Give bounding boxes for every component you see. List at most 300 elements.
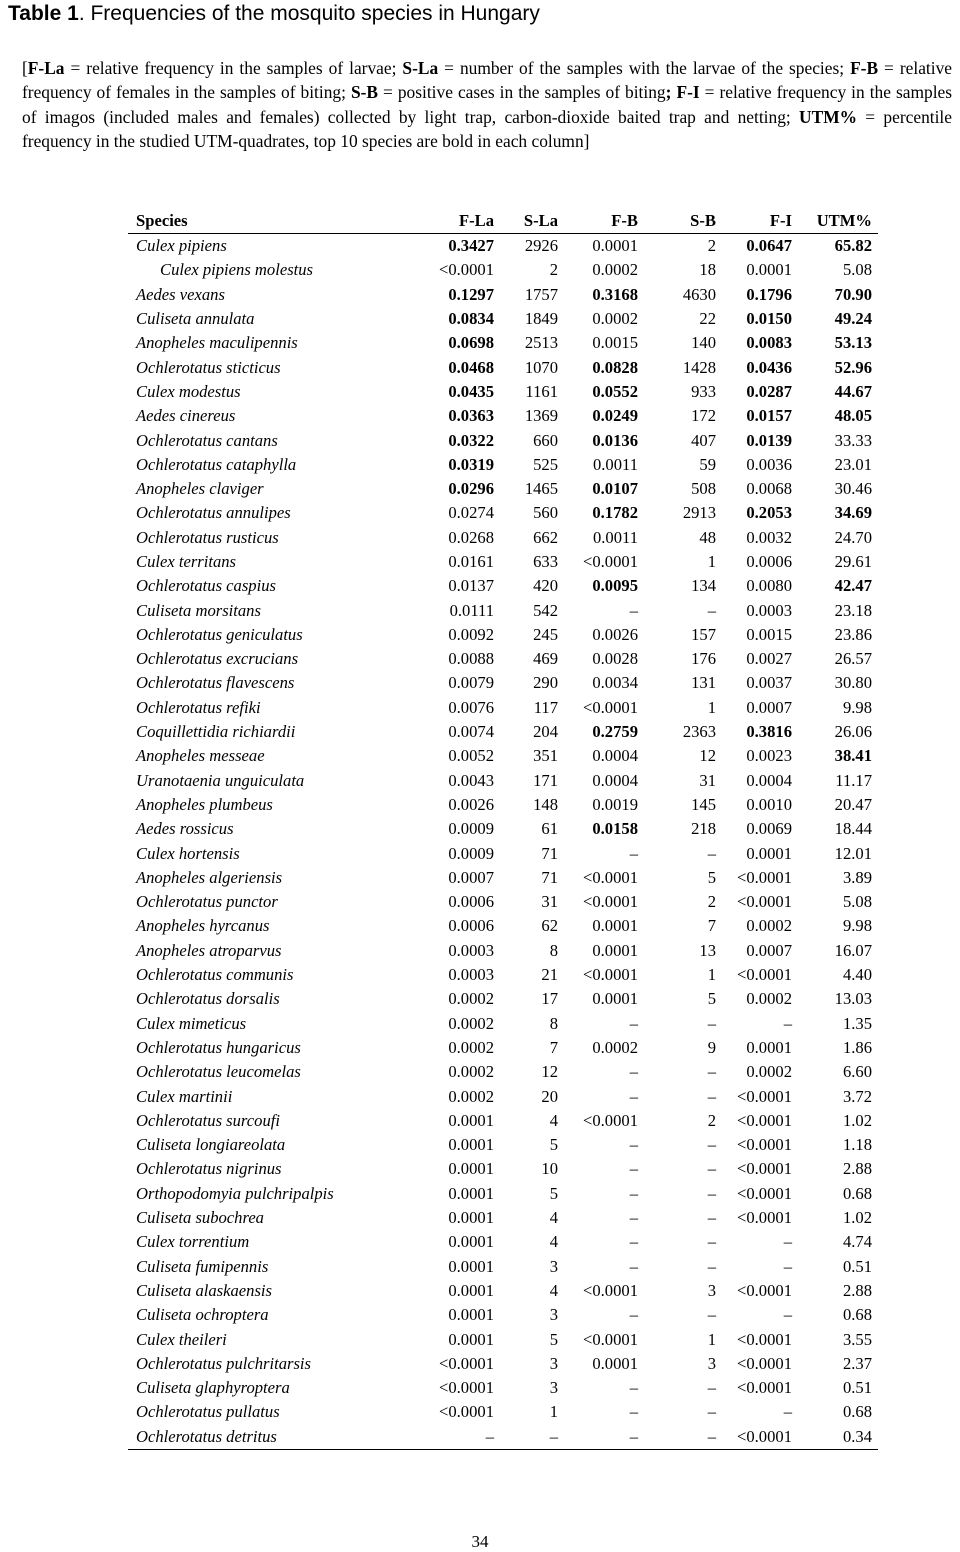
cell-f-b: 0.0249 [592,406,638,426]
cell-utm: 52.96 [834,357,872,377]
cell-f-b: – [629,1086,638,1106]
cell-f-la: 0.0001 [448,1329,494,1349]
cell-species: Culiseta annulata [136,309,255,329]
cell-f-la: 0.0092 [448,624,494,644]
cell-f-b: <0.0001 [583,1329,638,1349]
table-label: Table 1 [8,2,79,25]
cell-f-i: 0.3816 [746,722,792,742]
cell-species: Ochlerotatus dorsalis [136,989,280,1009]
cell-s-la: 3 [549,1256,558,1276]
cell-f-i: 0.0006 [746,552,792,571]
cell-s-b: – [707,843,716,863]
cell-utm: 42.47 [834,576,872,596]
cell-utm: 5.08 [842,260,872,280]
cell-utm: 29.61 [834,552,872,571]
cell-species: Culex martinii [136,1086,233,1106]
table-row [128,890,878,914]
cell-f-i: 0.0002 [746,989,792,1009]
cell-f-i: 0.0139 [746,430,792,450]
cell-s-la: 117 [533,697,558,717]
cell-s-la: 351 [533,746,558,766]
cell-utm: 3.55 [842,1329,872,1349]
cell-utm: 30.80 [834,673,872,693]
cell-f-la: – [422,1425,494,1450]
cell-f-la: 0.3427 [448,236,494,256]
cell-s-b: 508 [691,479,716,499]
cell-species: Culex territans [136,552,237,571]
cell-s-b: 140 [691,333,716,353]
cell-species: Culex pipiens [136,236,227,256]
cell-s-la: 660 [533,430,558,450]
cell-utm: 34.69 [834,503,872,523]
cell-s-b: – [638,1425,716,1450]
cell-s-la: 1757 [524,284,558,304]
cell-f-la: 0.0002 [448,1037,494,1057]
cell-species: Ochlerotatus pullatus [136,1402,280,1422]
cell-f-i: 0.0015 [746,624,792,644]
cell-utm: 26.57 [834,649,872,669]
cell-f-b: – [629,843,638,863]
cell-utm: 0.68 [842,1183,872,1203]
cell-utm: 6.60 [842,1062,872,1082]
cell-f-i: <0.0001 [737,1159,792,1179]
cell-s-la: 12 [541,1062,558,1082]
cell-f-i: 0.1796 [746,284,792,304]
cell-f-b: 0.0136 [592,430,638,450]
cell-f-i: 0.0032 [746,527,792,547]
cell-f-i: 0.0037 [746,673,792,693]
cell-utm: 0.51 [842,1378,872,1398]
cell-f-b: – [629,1135,638,1155]
header-f-i: F-I [716,208,792,234]
caption-def-utm: = percentile frequency in the studied UTM-quadrates, top 10 species are bold in each column] [22,106,952,151]
cell-utm: 2.37 [842,1353,872,1373]
cell-s-b: 12 [699,746,716,766]
cell-f-b: 0.0034 [592,673,638,693]
cell-f-i: <0.0001 [737,1378,792,1398]
cell-species: Ochlerotatus pulchritarsis [136,1353,312,1373]
cell-utm: 2.88 [842,1280,872,1300]
cell-s-b: 157 [691,624,716,644]
cell-species: Culex modestus [136,381,241,401]
cell-s-b: 1 [707,1329,716,1349]
cell-utm: 9.98 [842,916,872,936]
cell-f-b: 0.0002 [592,1037,638,1057]
cell-f-i: 0.2053 [746,503,792,523]
cell-utm: 23.86 [834,624,872,644]
header-s-la: S-La [494,208,558,234]
cell-f-i: 0.0001 [746,843,792,863]
table-row [128,1376,878,1400]
cell-species: Ochlerotatus caspius [136,576,276,596]
cell-f-b: <0.0001 [583,697,638,717]
cell-species: Ochlerotatus leucomelas [136,1062,301,1082]
cell-species: Aedes rossicus [136,819,234,839]
cell-species: Ochlerotatus flavescens [136,673,295,693]
cell-s-la: 21 [541,965,558,985]
cell-species: Ochlerotatus geniculatus [136,624,303,644]
cell-utm: 23.18 [834,600,872,620]
cell-f-i: 0.0004 [746,770,792,790]
cell-s-la: 1849 [524,309,558,329]
cell-utm: 0.51 [842,1256,872,1276]
cell-utm: 65.82 [834,236,872,256]
cell-f-i: <0.0001 [737,1135,792,1155]
header-f-b: F-B [558,208,638,234]
cell-f-b: <0.0001 [583,552,638,571]
cell-f-la: 0.0834 [448,309,494,329]
cell-s-la: 3 [549,1378,558,1398]
caption-def-fla: = relative frequency in the samples of larvae; [64,58,403,78]
cell-f-i: 0.0027 [746,649,792,669]
table-row [128,744,878,768]
table-row [128,1352,878,1376]
table-row [128,769,878,793]
table-row [128,963,878,987]
caption-def-sb: = positive cases in the samples of biting [378,82,666,103]
cell-f-b: 0.0158 [592,819,638,839]
cell-f-i: <0.0001 [737,965,792,985]
table-row [128,307,878,331]
cell-s-b: – [707,1232,716,1252]
cell-utm: 70.90 [834,284,872,304]
cell-f-la: 0.0088 [448,649,494,669]
cell-s-la: 71 [541,867,558,887]
cell-f-la: 0.0268 [448,527,494,547]
table-row [128,817,878,841]
table-row [128,1109,878,1133]
table-row [128,404,878,428]
cell-species: Aedes cinereus [136,406,236,426]
cell-s-la: 17 [541,989,558,1009]
cell-s-la: 171 [533,770,558,790]
cell-s-la: 662 [533,527,558,547]
cell-f-la: 0.0002 [448,1086,494,1106]
cell-f-i: – [783,1256,792,1276]
cell-species: Ochlerotatus nigrinus [136,1159,282,1179]
cell-species: Anopheles maculipennis [136,333,298,353]
caption-abbr-fi: F-I [671,82,700,103]
cell-species: Coquillettidia richiardii [136,722,296,742]
table-row [128,477,878,501]
cell-s-b: – [707,1135,716,1155]
cell-species: Ochlerotatus refiki [136,697,261,717]
table-row [128,623,878,647]
cell-s-la: 290 [533,673,558,693]
cell-f-b: 0.0015 [592,333,638,353]
cell-utm: 0.68 [842,1402,872,1422]
cell-s-la: 3 [549,1353,558,1373]
cell-f-i: 0.0150 [746,309,792,329]
table-row [128,866,878,890]
cell-species: Culex theileri [136,1329,227,1349]
table-row [128,526,878,550]
cell-s-b: – [707,1086,716,1106]
cell-s-la: 542 [533,600,558,620]
cell-s-b: 176 [691,649,716,669]
cell-s-b: 59 [699,454,716,474]
cell-s-la: 1161 [525,381,558,401]
cell-f-la: 0.0026 [448,794,494,814]
cell-s-la: 148 [533,794,558,814]
cell-species: Ochlerotatus communis [136,965,294,985]
cell-s-la: 525 [533,454,558,474]
cell-species: Uranotaenia unguiculata [136,770,305,790]
cell-f-la: 0.0001 [448,1256,494,1276]
table-row [128,671,878,695]
cell-s-la: 1465 [524,479,558,499]
cell-f-b: – [629,1062,638,1082]
cell-utm: 1.02 [842,1110,872,1130]
cell-utm: 11.17 [835,770,872,790]
table-row [128,234,878,259]
cell-s-la: 10 [541,1159,558,1179]
cell-f-i: 0.0002 [746,1062,792,1082]
cell-s-b: 5 [707,989,716,1009]
cell-utm: 2.88 [842,1159,872,1179]
cell-f-b: 0.0107 [592,479,638,499]
cell-f-la: 0.0111 [449,600,494,620]
cell-s-b: 3 [707,1280,716,1300]
cell-species: Ochlerotatus sticticus [136,357,281,377]
header-s-b: S-B [638,208,716,234]
cell-f-la: 0.0001 [448,1208,494,1228]
table-row [128,647,878,671]
table-row [128,1012,878,1036]
cell-f-b: 0.0828 [592,357,638,377]
caption-bracket: [ [22,58,28,78]
cell-species: Culex torrentium [136,1232,250,1252]
cell-f-la: <0.0001 [439,1378,494,1398]
cell-s-la: 2513 [524,333,558,353]
cell-utm: 1.35 [842,1013,872,1033]
table-header-row [128,208,878,234]
cell-s-b: 131 [691,673,716,693]
cell-f-i: 0.0001 [746,1037,792,1057]
table-row [128,939,878,963]
cell-species: Culiseta subochrea [136,1208,264,1228]
cell-s-b: 1 [707,552,716,571]
cell-species: Anopheles algeriensis [136,867,283,887]
cell-s-b: 31 [699,770,716,790]
cell-f-la: 0.0296 [448,479,494,499]
cell-s-b: 3 [707,1353,716,1373]
cell-species: Anopheles hyrcanus [136,916,270,936]
table-row [128,1425,878,1450]
cell-utm: 18.44 [834,819,872,839]
cell-s-la: 71 [541,843,558,863]
cell-f-la: <0.0001 [439,1402,494,1422]
cell-f-b: 0.0002 [592,260,638,280]
cell-s-b: 145 [691,794,716,814]
cell-utm: 16.07 [834,940,872,960]
cell-f-la: 0.0079 [448,673,494,693]
cell-f-b: – [558,1425,638,1450]
cell-utm: 26.06 [834,722,872,742]
cell-s-la: 1 [549,1402,558,1422]
cell-f-b: – [629,1305,638,1325]
table-row [128,1182,878,1206]
cell-s-b: 1 [707,697,716,717]
cell-species: Ochlerotatus cataphylla [136,454,297,474]
cell-f-la: 0.0698 [448,333,494,353]
cell-utm: 4.40 [842,965,872,985]
caption-semicolon: ; [665,82,672,103]
cell-s-b: 7 [707,916,716,936]
cell-s-b: – [707,1013,716,1033]
cell-utm: 30.46 [834,479,872,499]
cell-s-la: 20 [541,1086,558,1106]
table-row [128,1036,878,1060]
cell-s-b: 22 [699,309,716,329]
cell-f-i: – [783,1402,792,1422]
cell-species: Culiseta longiareolata [136,1135,286,1155]
cell-s-la: 1070 [524,357,558,377]
table-caption [22,56,952,153]
cell-s-b: – [707,1159,716,1179]
cell-f-b: 0.2759 [592,722,638,742]
table-row [128,1279,878,1303]
cell-f-la: 0.0363 [448,406,494,426]
cell-f-la: 0.0001 [448,1110,494,1130]
cell-f-b: – [629,1378,638,1398]
table-title [8,2,540,26]
table-row [128,550,878,574]
table-row [128,380,878,404]
cell-f-b: 0.3168 [592,284,638,304]
cell-f-i: 0.0647 [746,236,792,256]
cell-f-la: 0.0003 [448,940,494,960]
cell-f-la: 0.0137 [448,576,494,596]
cell-f-la: 0.0009 [448,843,494,863]
cell-f-la: 0.0001 [448,1232,494,1252]
cell-s-la: 5 [549,1329,558,1349]
cell-species: Culiseta fumipennis [136,1256,269,1276]
cell-f-la: 0.0002 [448,1062,494,1082]
cell-f-i: 0.0023 [746,746,792,766]
cell-utm: 0.68 [842,1305,872,1325]
cell-f-i: – [783,1232,792,1252]
cell-f-i: 0.0010 [746,794,792,814]
cell-f-la: 0.0001 [448,1183,494,1203]
cell-s-la: 5 [549,1135,558,1155]
cell-f-b: 0.0001 [592,916,638,936]
cell-utm: 33.33 [834,430,872,450]
cell-f-la: 0.1297 [448,284,494,304]
cell-f-b: 0.1782 [592,503,638,523]
cell-f-b: 0.0004 [592,746,638,766]
cell-s-b: 48 [699,527,716,547]
cell-utm: 49.24 [834,309,872,329]
cell-utm: 0.34 [792,1425,878,1450]
cell-species: Ochlerotatus punctor [136,892,278,912]
cell-species: Orthopodomyia pulchripalpis [136,1183,334,1203]
cell-utm: 3.72 [842,1086,872,1106]
cell-s-b: – [707,1062,716,1082]
cell-s-b: 1 [707,965,716,985]
cell-f-la: 0.0161 [448,552,494,571]
frequency-table [128,208,878,1450]
cell-f-la: 0.0274 [448,503,494,523]
cell-f-i: 0.0287 [746,381,792,401]
cell-utm: 1.02 [842,1208,872,1228]
cell-f-i: 0.0436 [746,357,792,377]
cell-f-b: 0.0011 [592,527,638,547]
cell-species: Culiseta morsitans [136,600,261,620]
cell-species: Ochlerotatus detritus [128,1425,422,1450]
cell-f-la: 0.0002 [448,1013,494,1033]
cell-f-la: <0.0001 [439,260,494,280]
cell-s-b: 172 [691,406,716,426]
cell-species: Culex mimeticus [136,1013,247,1033]
cell-f-i: <0.0001 [737,1280,792,1300]
cell-f-b: – [629,1402,638,1422]
cell-s-b: – [707,1378,716,1398]
caption-abbr-fla: F-La [27,58,65,78]
caption-abbr-sb: S-B [350,82,379,103]
cell-f-i: – [783,1305,792,1325]
cell-s-la: 560 [533,503,558,523]
cell-species: Culex hortensis [136,843,240,863]
cell-f-b: – [629,1208,638,1228]
cell-s-la: 245 [533,624,558,644]
table-row [128,1327,878,1351]
table-row [128,574,878,598]
cell-utm: 1.86 [842,1037,872,1057]
cell-f-i: 0.0036 [746,454,792,474]
cell-f-la: 0.0006 [448,892,494,912]
table-title-text: . Frequencies of the mosquito species in Hungary [78,2,540,25]
table-row [128,696,878,720]
cell-f-b: – [629,1183,638,1203]
cell-utm: 53.13 [834,333,872,353]
table-row [128,1157,878,1181]
cell-s-la: 8 [549,1013,558,1033]
cell-f-i: 0.0007 [746,697,792,717]
cell-s-la: 1369 [524,406,558,426]
cell-s-b: 13 [699,940,716,960]
cell-s-b: – [707,1208,716,1228]
cell-f-la: 0.0043 [448,770,494,790]
cell-f-la: 0.0435 [448,381,494,401]
table-row [128,1206,878,1230]
table-row [128,598,878,622]
cell-f-i: 0.0002 [746,916,792,936]
page-number: 34 [471,1532,489,1551]
cell-s-b: – [707,1305,716,1325]
cell-f-i: 0.0080 [746,576,792,596]
cell-s-la: 3 [549,1305,558,1325]
header-utm: UTM% [792,208,878,234]
cell-species: Ochlerotatus rusticus [136,527,279,547]
cell-f-la: 0.0009 [448,819,494,839]
cell-s-b: – [707,1256,716,1276]
cell-utm: 48.05 [834,406,872,426]
table-row [128,1133,878,1157]
cell-f-b: 0.0026 [592,624,638,644]
cell-f-la: 0.0319 [448,454,494,474]
cell-utm: 24.70 [834,527,872,547]
cell-f-i: 0.0069 [746,819,792,839]
table-row [128,914,878,938]
cell-f-la: 0.0001 [448,1159,494,1179]
cell-f-i: <0.0001 [716,1425,792,1450]
cell-s-la: 62 [541,916,558,936]
cell-s-b: 134 [691,576,716,596]
cell-utm: 38.41 [834,746,872,766]
cell-f-la: 0.0006 [448,916,494,936]
cell-s-b: 2 [707,1110,716,1130]
